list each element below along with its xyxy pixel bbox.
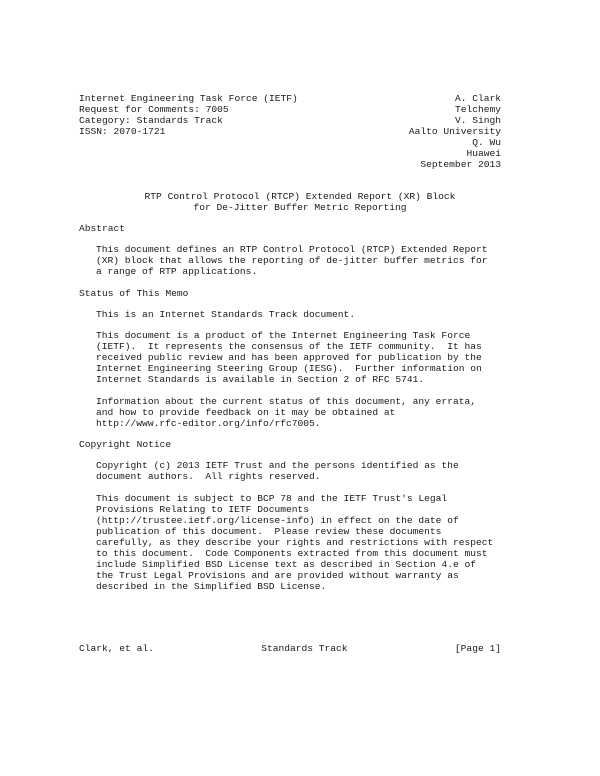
footer-category: Standards Track	[261, 643, 348, 654]
header-left: Category: Standards Track	[79, 115, 223, 126]
copyright-line: document authors. All rights reserved.	[96, 471, 321, 482]
document-title-line-1: RTP Control Protocol (RTCP) Extended Report (XR) Block	[144, 191, 456, 202]
status-line: This is an Internet Standards Track document.	[96, 309, 356, 320]
section-heading-copyright: Copyright Notice	[79, 439, 172, 450]
header-left: Request for Comments: 7005	[79, 104, 229, 115]
status-line: and how to provide feedback on it may be obtained at	[96, 407, 396, 418]
header-row	[79, 137, 501, 148]
header-row	[79, 159, 501, 170]
copyright-line: to this document. Code Components extracted from this document must	[96, 548, 488, 559]
abstract-line: This document defines an RTP Control Protocol (RTCP) Extended Report	[96, 244, 488, 255]
copyright-line: include Simplified BSD License text as described in Section 4.e of	[96, 559, 476, 570]
header-right: Huawei	[466, 148, 501, 159]
header-right: Aalto University	[408, 126, 501, 137]
header-right: Q. Wu	[472, 137, 501, 148]
status-line: Internet Engineering Steering Group (IESG). Further information on	[96, 363, 482, 374]
header-right: September 2013	[420, 159, 501, 170]
copyright-line: Provisions Relating to IETF Documents	[96, 504, 310, 515]
footer-authors: Clark, et al.	[79, 643, 154, 654]
status-line: (IETF). It represents the consensus of the IETF community. It has	[96, 341, 482, 352]
page-footer	[79, 643, 501, 654]
copyright-line: described in the Simplified BSD License.	[96, 581, 327, 592]
document-title-line-2: for De-Jitter Buffer Metric Reporting	[193, 202, 407, 213]
abstract-line: (XR) block that allows the reporting of de-jitter buffer metrics for	[96, 255, 488, 266]
copyright-line: This document is subject to BCP 78 and the IETF Trust's Legal	[96, 493, 448, 504]
header-row	[79, 115, 501, 126]
header-right: Telchemy	[454, 104, 501, 115]
header-row	[79, 93, 501, 104]
status-line: Information about the current status of this document, any errata,	[96, 396, 476, 407]
footer-page-number: [Page 1]	[454, 643, 501, 654]
copyright-line: publication of this document. Please review these documents	[96, 526, 442, 537]
header-left: ISSN: 2070-1721	[79, 126, 166, 137]
abstract-line: a range of RTP applications.	[96, 266, 258, 277]
status-line: Internet Standards is available in Section 2 of RFC 5741.	[96, 374, 425, 385]
header-row	[79, 126, 501, 137]
header-right: A. Clark	[454, 93, 501, 104]
copyright-line: the Trust Legal Provisions and are provided without warranty as	[96, 570, 459, 581]
header-row	[79, 148, 501, 159]
copyright-line: carefully, as they describe your rights and restrictions with respect	[96, 537, 494, 548]
header-right: V. Singh	[454, 115, 501, 126]
section-heading-status: Status of This Memo	[79, 288, 189, 299]
copyright-line: (http://trustee.ietf.org/license-info) in effect on the date of	[96, 515, 459, 526]
status-line: received public review and has been approved for publication by the	[96, 352, 482, 363]
copyright-line: Copyright (c) 2013 IETF Trust and the persons identified as the	[96, 460, 459, 471]
status-url: http://www.rfc-editor.org/info/rfc7005.	[96, 418, 321, 429]
header-row	[79, 104, 501, 115]
status-line: This document is a product of the Internet Engineering Task Force	[96, 330, 471, 341]
header-left: Internet Engineering Task Force (IETF)	[79, 93, 298, 104]
section-heading-abstract: Abstract	[79, 223, 126, 234]
